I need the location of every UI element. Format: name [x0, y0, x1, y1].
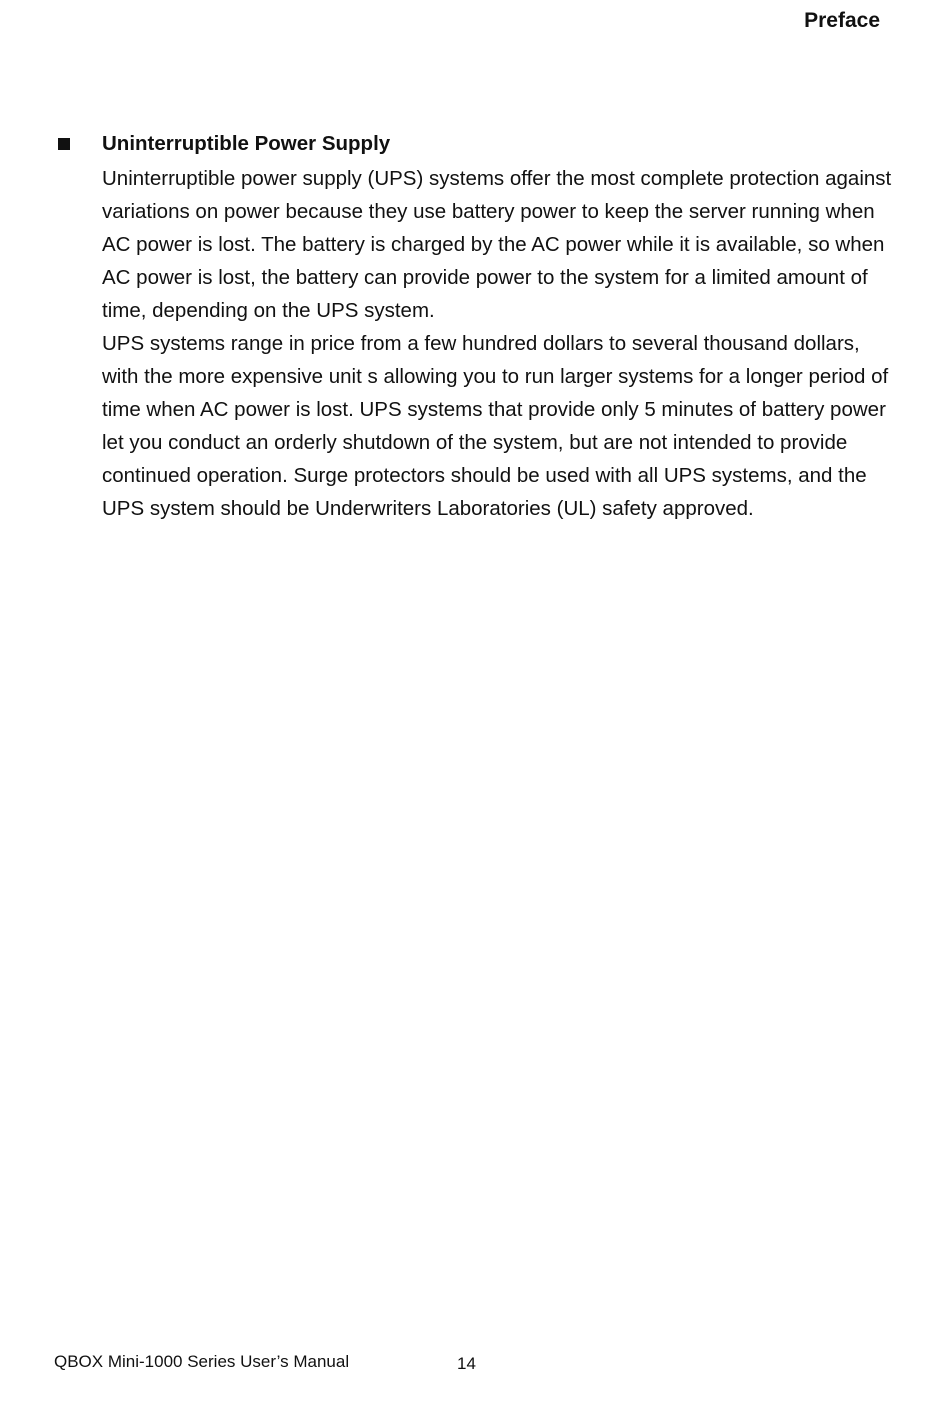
section-body: [102, 162, 892, 525]
footer-manual-title: QBOX Mini-1000 Series User’s Manual: [54, 1352, 350, 1371]
square-bullet-icon: [58, 138, 70, 150]
paragraph-1: Uninterruptible power supply (UPS) systems offer the most complete protection against variations on power because they use battery power to keep the server running when AC power is lost. The battery is charged by the AC power while it is available, so when AC power is lost, the battery can provide power to the system for a limited amount of time, depending on the UPS system.: [102, 167, 892, 322]
footer-page-number: 14: [457, 1354, 476, 1373]
section-title: Uninterruptible Power Supply: [102, 132, 391, 155]
paragraph-2: UPS systems range in price from a few hundred dollars to several thousand dollars, with the more expensive unit s allowing you to run larger systems for a longer period of time when AC power is lost. UPS systems that provide only 5 minutes of battery power let you conduct an orderly shutdown of the system, but are not intended to provide continued operation. Surge protectors should be used with all UPS systems, and the UPS system should be Underwriters Laboratories (UL) safety approved.: [102, 332, 889, 520]
ups-section: [58, 130, 892, 525]
section-heading: [58, 130, 888, 158]
page-header-section-name: Preface: [804, 9, 880, 32]
